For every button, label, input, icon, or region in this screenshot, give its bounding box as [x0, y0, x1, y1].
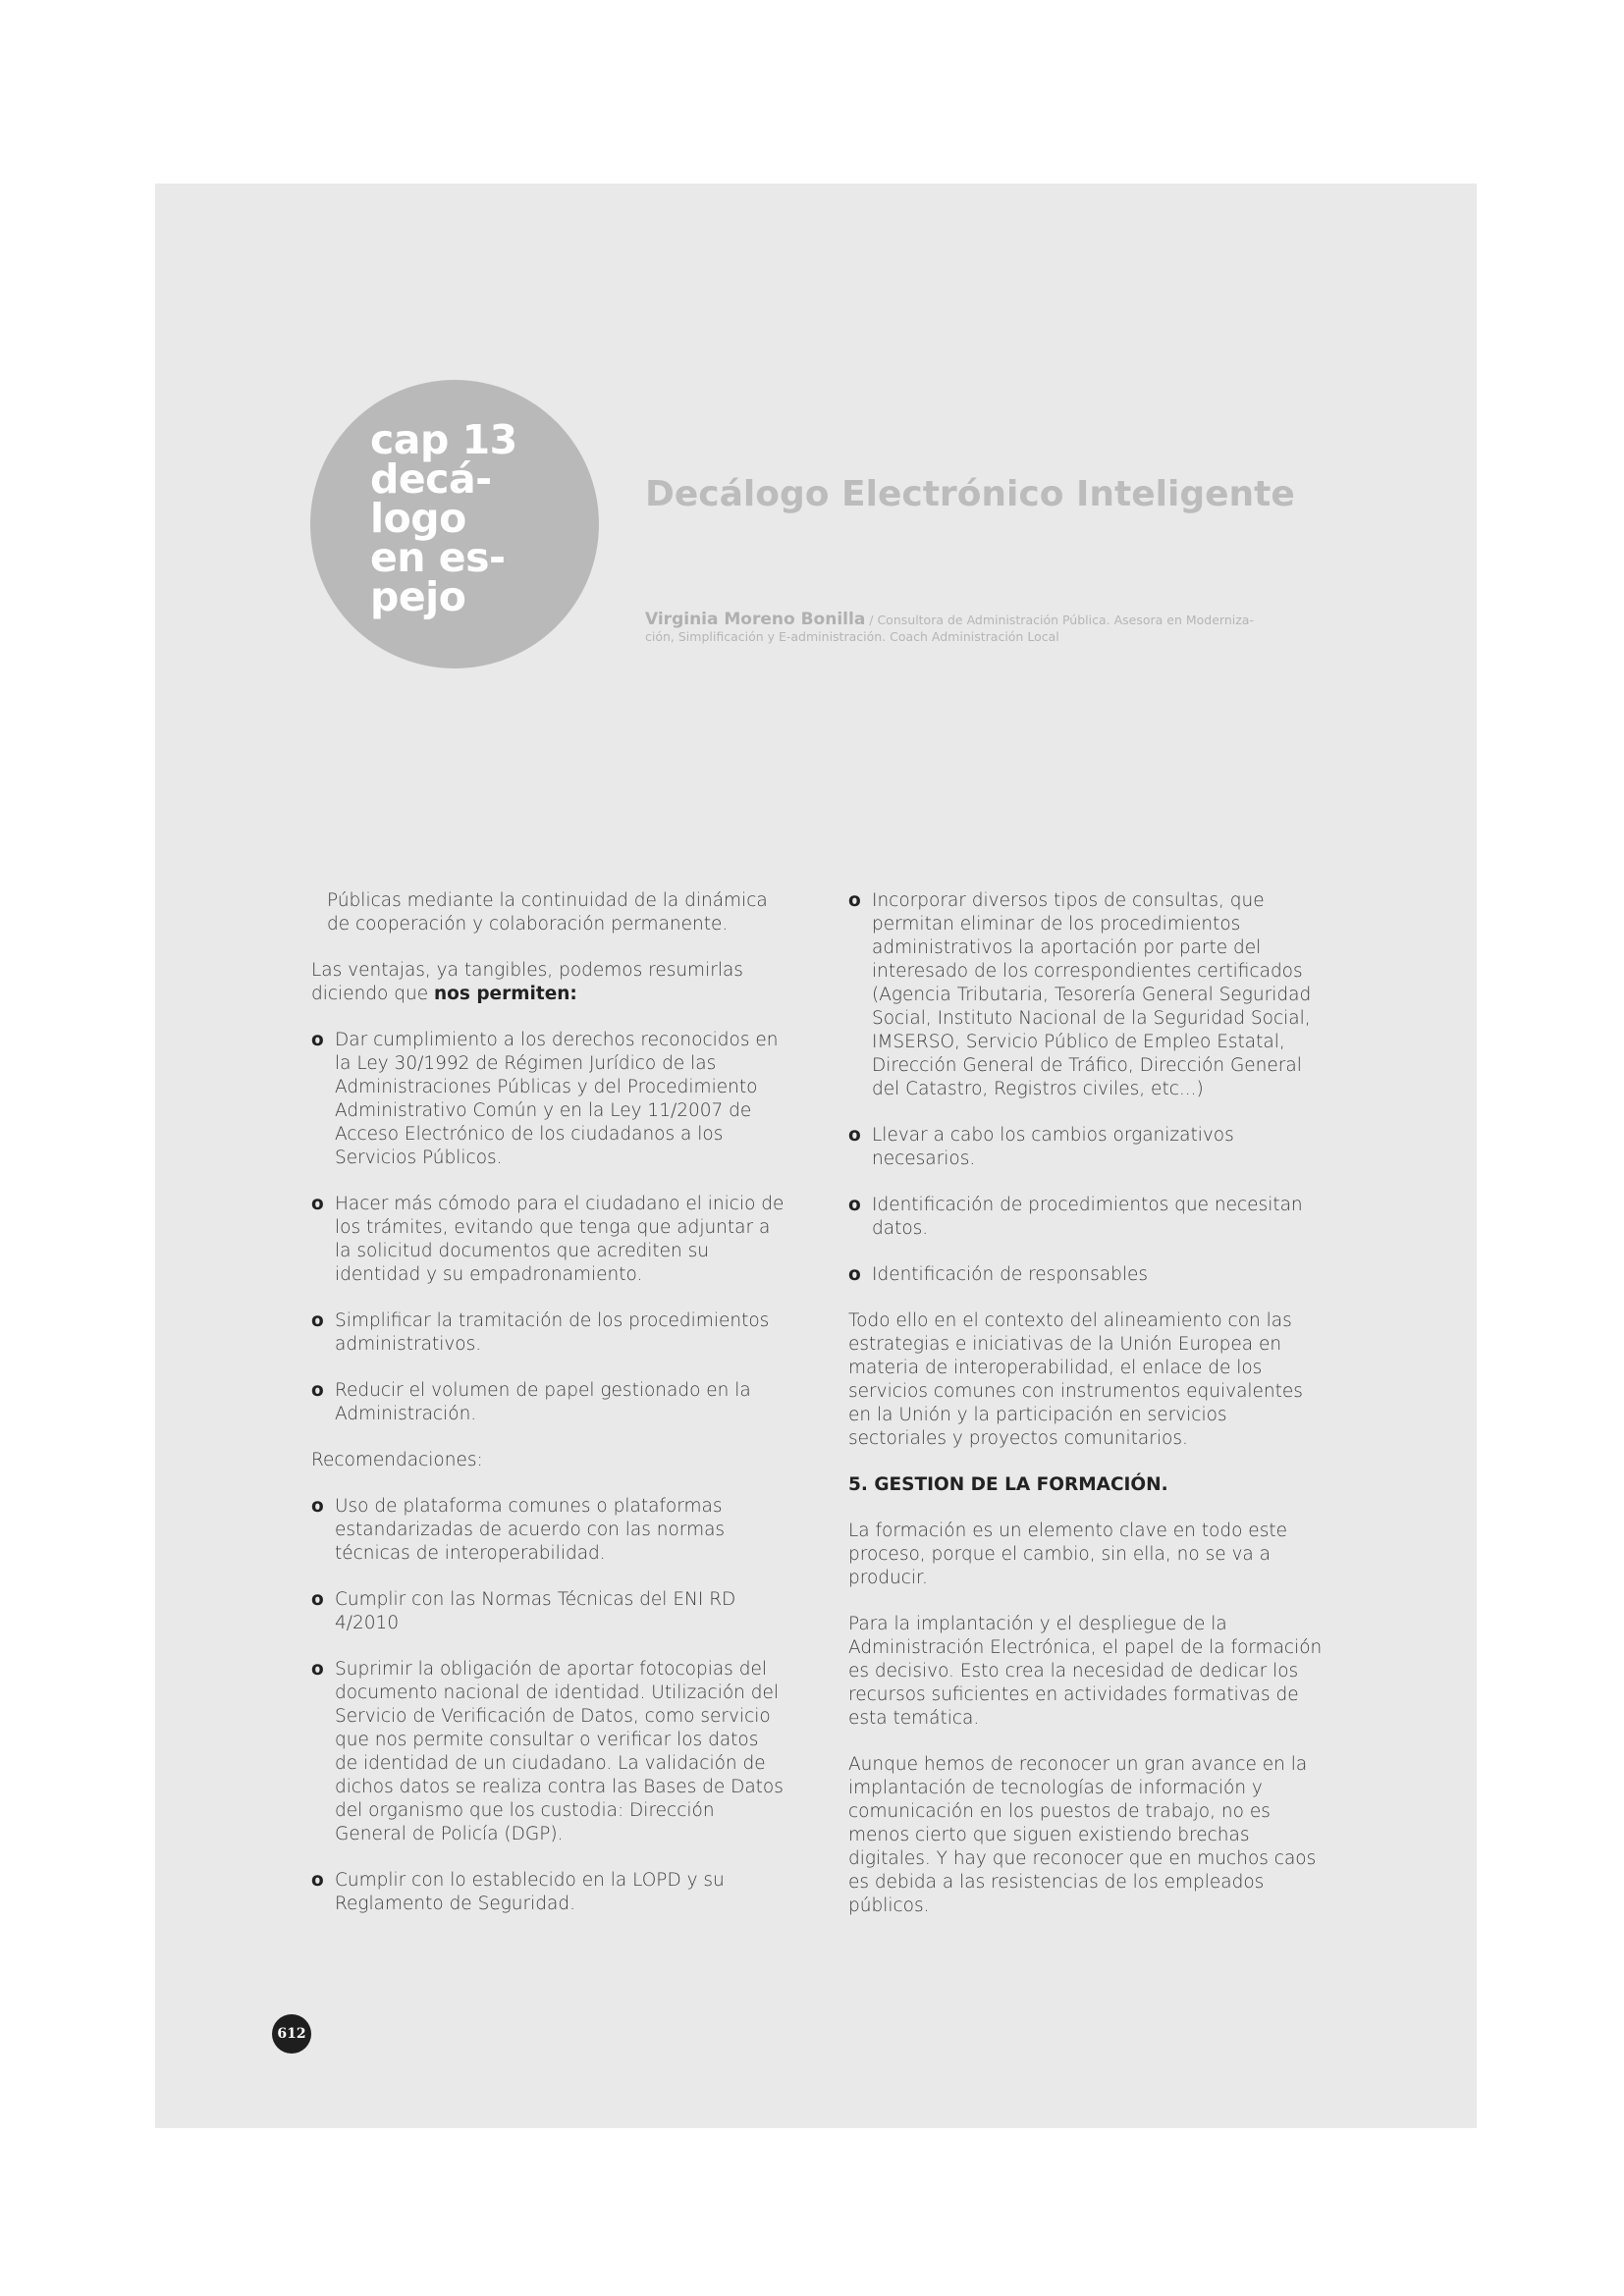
measures-list: [848, 889, 1327, 1287]
list-item: [311, 1588, 786, 1635]
bullet-marker: o: [311, 1870, 324, 1891]
list-item-text: Simplificar la tramitación de los procedimientos administrativos.: [335, 1310, 770, 1355]
author-name: Virginia Moreno Bonilla: [645, 610, 866, 629]
recommendations-list: [311, 1495, 786, 1916]
section-heading: 5. GESTION DE LA FORMACIÓN.: [848, 1474, 1168, 1495]
list-item: [311, 1869, 786, 1916]
author-role-continued: ción, Simplificación y E-administración. Coach Administración Local: [645, 629, 1059, 644]
left-column: [311, 889, 786, 1939]
bullet-marker: o: [311, 1030, 324, 1050]
list-item-text: Uso de plataforma comunes o plataformas estandarizadas de acuerdo con las normas técnicas de interoperabilidad.: [335, 1496, 726, 1564]
list-item-text: Cumplir con lo establecido en la LOPD y su Reglamento de Seguridad.: [335, 1870, 725, 1914]
body-paragraph: Aunque hemos de reconocer un gran avance en la implantación de tecnologías de información y comunicación en los puestos de trabajo, no es menos cierto que siguen existiendo brechas digitales. Y hay que reconocer que en muchos caos es debida a las resistencias de los empleados públicos.: [848, 1754, 1317, 1916]
list-item-text: Incorporar diversos tipos de consultas, que permitan eliminar de los procedimientos administrativos la aportación por parte del interesado de los correspondientes certificados (Agencia Tributaria, Tesorería General Seguridad Social, Instituto Nacional de la Seguridad Social, IMSERSO, Servicio Público de Empleo Estatal, Dirección General de Tráfico, Dirección General del Catastro, Registros civiles, etc...): [872, 890, 1312, 1099]
bullet-marker: o: [848, 1125, 861, 1146]
list-item: [311, 1379, 786, 1426]
list-item: [311, 1309, 786, 1357]
chapter-line: en es-: [370, 534, 506, 581]
chapter-line: pejo: [370, 573, 466, 620]
body-paragraph: La formación es un elemento clave en todo este proceso, porque el cambio, sin ella, no se va a producir.: [848, 1521, 1287, 1588]
list-item: [848, 889, 1327, 1101]
list-item-text: Cumplir con las Normas Técnicas del ENI RD 4/2010: [335, 1589, 736, 1633]
intro-paragraph: Públicas mediante la continuidad de la dinámica de cooperación y colaboración permanente.: [327, 890, 768, 934]
list-item-text: Identificación de responsables: [872, 1264, 1148, 1285]
advantages-lead-bold: nos permiten:: [433, 984, 577, 1004]
chapter-line: logo: [370, 495, 466, 542]
list-item: [311, 1658, 786, 1846]
list-item-text: Suprimir la obligación de aportar fotocopias del documento nacional de identidad. Utilización del Servicio de Verificación de Datos, como servicio que nos permite consultar o verificar los datos de identidad de un ciudadano. La validación de dichos datos se realiza contra las Bases de Datos del organismo que los custodia: Dirección General de Policía (DGP).: [335, 1659, 784, 1844]
bullet-marker: o: [848, 1264, 861, 1285]
author-role: / Consultora de Administración Pública. Asesora en Moderniza-: [865, 613, 1254, 627]
bullet-marker: o: [311, 1496, 324, 1517]
list-item-text: Reducir el volumen de papel gestionado en la Administración.: [335, 1380, 751, 1424]
page-number-badge: [272, 2014, 311, 2054]
chapter-label: [370, 416, 567, 620]
list-item: [311, 1029, 786, 1170]
bullet-marker: o: [311, 1380, 324, 1401]
advantages-list: [311, 1029, 786, 1426]
list-item-text: Dar cumplimiento a los derechos reconocidos en la Ley 30/1992 de Régimen Jurídico de las Administraciones Públicas y del Procedimiento Administrativo Común y en la Ley 11/2007 de Acceso Electrónico de los ciudadanos a los Servicios Públicos.: [335, 1030, 779, 1168]
list-item-text: Identificación de procedimientos que necesitan datos.: [872, 1195, 1303, 1239]
chapter-line: decá-: [370, 455, 492, 503]
bullet-marker: o: [848, 1195, 861, 1215]
list-item: [848, 1194, 1327, 1241]
list-item: [848, 1124, 1327, 1171]
bullet-marker: o: [311, 1310, 324, 1331]
bullet-marker: o: [311, 1194, 324, 1214]
bullet-marker: o: [311, 1659, 324, 1680]
document-title: Decálogo Electrónico Inteligente: [645, 474, 1295, 514]
body-paragraph: Para la implantación y el despliegue de la Administración Electrónica, el papel de la formación es decisivo. Esto crea la necesidad de dedicar los recursos suficientes en actividades formativas de esta temática.: [848, 1614, 1323, 1729]
list-item-text: Hacer más cómodo para el ciudadano el inicio de los trámites, evitando que tenga que adjuntar a la solicitud documentos que acrediten su identidad y su empadronamiento.: [335, 1194, 785, 1285]
advantages-lead: [311, 959, 786, 1006]
context-paragraph: Todo ello en el contexto del alineamiento con las estrategias e iniciativas de la Unión Europea en materia de interoperabilidad, el enlace de los servicios comunes con instrumentos equivalentes en la Unión y la participación en servicios sectoriales y proyectos comunitarios.: [848, 1310, 1303, 1449]
page-number: 612: [277, 2026, 306, 2042]
recommendations-heading: Recomendaciones:: [311, 1450, 483, 1470]
list-item: [848, 1263, 1327, 1287]
chapter-line: cap 13: [370, 416, 517, 463]
bullet-marker: o: [848, 890, 861, 911]
list-item-text: Llevar a cabo los cambios organizativos necesarios.: [872, 1125, 1234, 1169]
advantages-lead-text: Las ventajas, ya tangibles, podemos resumirlas diciendo que: [311, 960, 743, 1004]
byline: [645, 612, 1313, 645]
list-item: [311, 1193, 786, 1287]
bullet-marker: o: [311, 1589, 324, 1610]
right-column: [848, 889, 1327, 1941]
list-item: [311, 1495, 786, 1566]
